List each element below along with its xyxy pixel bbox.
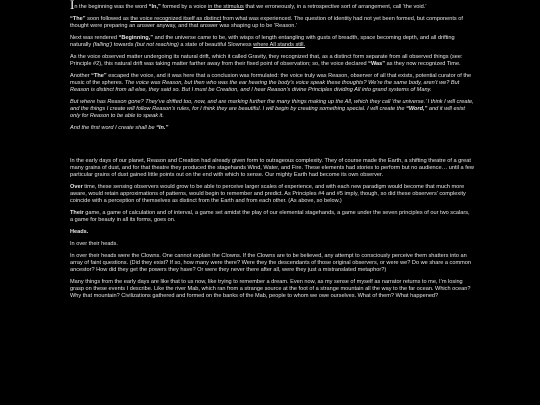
paragraph-1: In the beginning was the word “In,” formed by a voice in the stimulus that we erroneously, in a retrospective sort of arrangement, call ‘the void.’: [70, 4, 474, 11]
link-voice-recognized[interactable]: the voice recognized itself as distinct: [130, 16, 222, 23]
paragraph-7: And the first word I create shall be “In.”: [70, 124, 169, 131]
italic-not-reaching: (but not reaching): [135, 42, 179, 48]
heading-heads: Heads.: [70, 228, 89, 235]
drop-cap: I: [70, 0, 75, 12]
paragraph-2: “The” soon followed as the voice recognized itself as distinct from what was experienced. The question of identity had not yet been formed, but components of thought were preparing an answer anyway, and that answer was shaping up to be ‘Reason.’: [70, 16, 463, 29]
paragraph-10: Their game, a game of calculation and of interval, a game set amidst the play of our elemental stagehands, a game under the seven principles of our two scalars, a game for beauty in all its forms, goes on.: [70, 209, 470, 223]
paragraph-4: As the voice observed matter undergoing its natural drift, which it called Gravity, they recognized that, as a distinct form separate from all observed things (see: Principle #2), this natural drift was taking matter farther away from their fixed point of observation; so, the voice declared “Was” as they now recognized Time.: [70, 54, 463, 67]
paragraph-12: In over their heads.: [70, 240, 118, 247]
paragraph-9: Over time, these sensing observers would grow to be able to perceive larger scales of experience, and with each new paradigm would become that much more aware, would retain approximations of patterns, would begin to remember and predict. As Principles #4 and #5 imply, though, so did these observers’ complexity coincide with a perception of themselves as distinct from the Earth and from each other. (As above, so below.): [70, 183, 466, 204]
emphasis-in: “In,”: [148, 4, 161, 10]
emphasis-their: Their: [70, 209, 84, 216]
paragraph-8: In the early days of our planet, Reason and Creation had already given form to outrageous complexity. They of course made the Earth, a shifting theatre of a great many grains of dust, and for that theatre they produced the stagehands Wind, Water, and Fire. These elements had stories to perform but no audience… until a few particular grains of dust gained little points out on the end with which to sense. Our mighty Earth had become its own observer.: [70, 158, 474, 178]
emphasis-the-2: “The”: [91, 73, 107, 80]
emphasis-in-2: “In.”: [156, 124, 169, 131]
emphasis-word: “Word,”: [406, 105, 428, 112]
emphasis-beginning: “Beginning,”: [118, 35, 154, 42]
paragraph-13: In over their heads were the Clowns. One cannot explain the Clowns. If the Clowns are to be believed, any attempt to consciously perceive them shatters into an array of faint questions. (Did they exist? If so, how many were there? Were they the descendants of those original observers, or were we? Do we share a common ancestor? How did they get the powers they have? Or were they never there after all, were they just a mistranslated metaphor?): [70, 253, 471, 273]
emphasis-the: “The”: [70, 16, 86, 23]
paragraph-6: But where has Reason gone? They’ve drifted too, now, and are marking further the many things making up the All, which they call ‘the universe.’ I think I will create, and the things I create will follow Reason’s rules, for I think they are beautiful. I will begin by creating something special. I will create the “Word,” and it will exist only for Reason to be able to speak it.: [70, 99, 474, 119]
paragraph-5: Another “The” escaped the voice, and it was here that a conclusion was formulated: the voice truly was Reason, observer of all that exists, potential curator of the music of the spheres. The voice was Reason, but then who was the ear hearing the body’s voice speak these thoughts? We’re the same body, aren’t we? But Reason is distinct from all else, they said so. But I must be Creation, and I hear Reason’s divine Principles dividing All into grand systems of Many.: [70, 73, 472, 93]
link-in-the-stimulus[interactable]: in the stimulus: [208, 4, 244, 10]
paragraph-3: Next was rendered “Beginning,” and the universe came to be, with wisps of length entangling with gusts of breadth, space becoming depth, and all drifting naturally (falling’) towards (but not reaching) a state of beautiful Slowness where All stands still.: [70, 35, 455, 48]
italic-inner-voice: The voice was Reason, but then who was the ear hearing the body’s voice speak these thoughts? We’re the same body, aren’t we? But Reason is distinct from all else, they said so. But I must be Creation, and I hear Reason’s divine Principles dividing All into grand systems of Many.: [70, 80, 460, 93]
link-where-all-stands-still[interactable]: where All stands still.: [253, 42, 306, 48]
emphasis-was: “Was”: [368, 61, 386, 67]
emphasis-over: Over: [70, 183, 83, 190]
paragraph-14: Many things from the early days are like that to us now, like trying to remember a dream. Even now, as my sense of myself as narrator returns to me, I’m losing grasp on these events I describe. Like the river Mab, which ran from a strange source at the foot of a strange mountain all the way to the far ocean. Which ocean? Why that mountain? Civilizations gathered and formed on the banks of the Mab, people to whom we owe ourselves. What of them? What happened?: [70, 278, 471, 299]
italic-falling: (falling’): [92, 42, 113, 48]
section-break: [70, 137, 474, 158]
